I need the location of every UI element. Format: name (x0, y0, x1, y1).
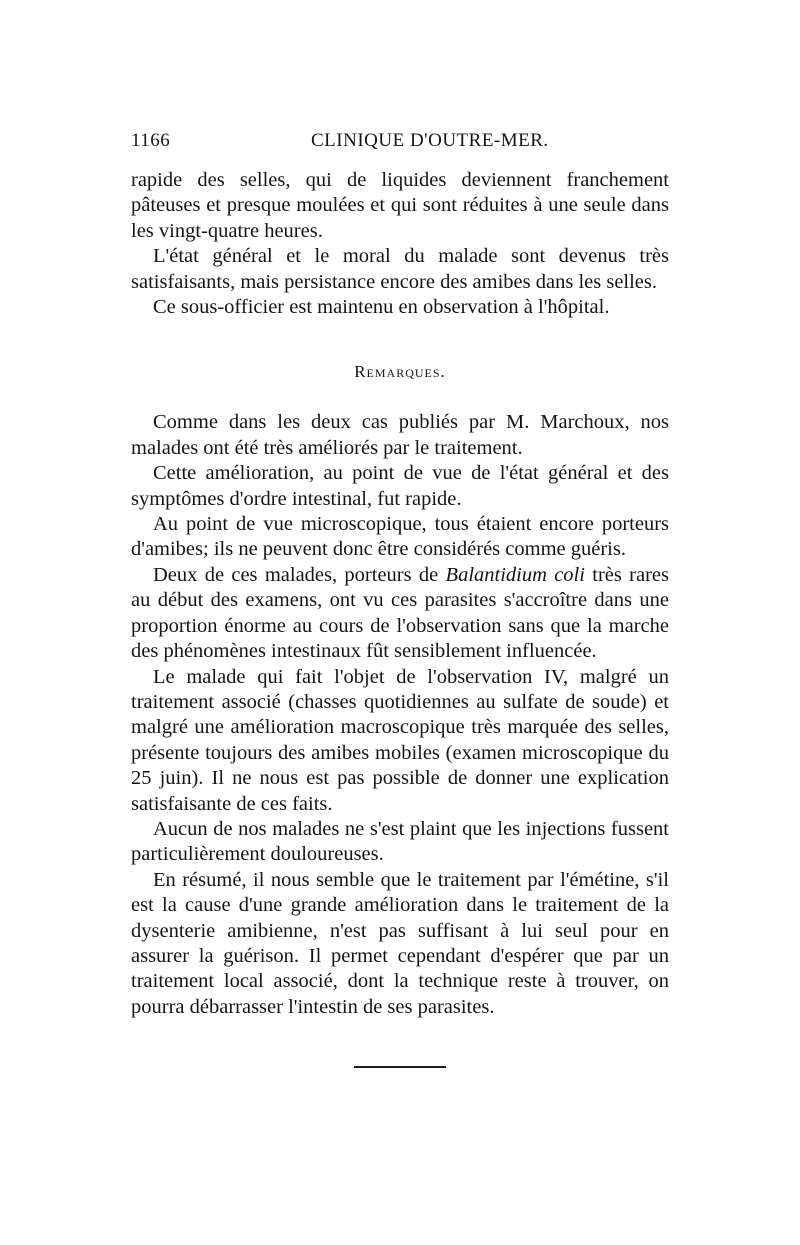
paragraph-remark-4 (131, 563, 669, 665)
page-number: 1166 (131, 130, 171, 151)
paragraph-remark-5: Le malade qui fait l'objet de l'observation IV, malgré un traitement associé (chasses quotidiennes au sulfate de soude) et malgré une amélioration macroscopique très marquée des selles, présente toujours des amibes mobiles (examen microscopique du 25 juin). Il ne nous est pas possible de donner une explication satisfaisante de ces faits. (131, 665, 669, 815)
paragraph-remark-2: Cette amélioration, au point de vue de l'état général et des symptômes d'ordre intestinal, fut rapide. (131, 462, 669, 510)
paragraph-remark-3: Au point de vue microscopique, tous étaient encore porteurs d'amibes; ils ne peuvent donc être considérés comme guéris. (131, 513, 669, 561)
paragraph-continued: rapide des selles, qui de liquides deviennent franchement pâteuses et presque moulées et qui sont réduites à une seule dans les vingt-quatre heures. (131, 169, 669, 242)
remark-4-text-start: Deux de ces malades, porteurs de (153, 563, 446, 586)
species-name: Balantidium coli (445, 563, 585, 586)
page (131, 124, 669, 1068)
remark-4-text-end: très rares au début des examens, ont vu ces parasites s'accroître dans une proportion énorme au cours de l'observation sans que la marche des phénomènes intestinaux fût sensiblement influencée. (131, 563, 669, 663)
paragraph-remark-6: Aucun de nos malades ne s'est plaint que les injections fussent particulièrement douloureuses. (131, 817, 669, 866)
section-heading: Remarques. (354, 362, 446, 382)
remarks-body (131, 410, 669, 1020)
paragraph-general-state: L'état général et le moral du malade sont devenus très satisfaisants, mais persistance encore des amibes dans les selles. (131, 245, 669, 293)
running-title: CLINIQUE D'OUTRE-MER. (311, 130, 549, 151)
paragraph-remark-1: Comme dans les deux cas publiés par M. Marchoux, nos malades ont été très améliorés par le traitement. (131, 411, 669, 459)
running-head (131, 124, 669, 156)
continued-text (131, 168, 669, 320)
end-rule (354, 1066, 446, 1068)
paragraph-remark-7: En résumé, il nous semble que le traitement par l'émétine, s'il est la cause d'une grande amélioration dans le traitement de la dysenterie amibienne, n'est pas suffisant à lui seul pour en assurer la guérison. Il permet cependant d'espérer que par un traitement local associé, dont la technique reste à trouver, on pourra débarrasser l'intestin de ses parasites. (131, 868, 669, 1018)
paragraph-observation: Ce sous-officier est maintenu en observation à l'hôpital. (153, 296, 610, 319)
